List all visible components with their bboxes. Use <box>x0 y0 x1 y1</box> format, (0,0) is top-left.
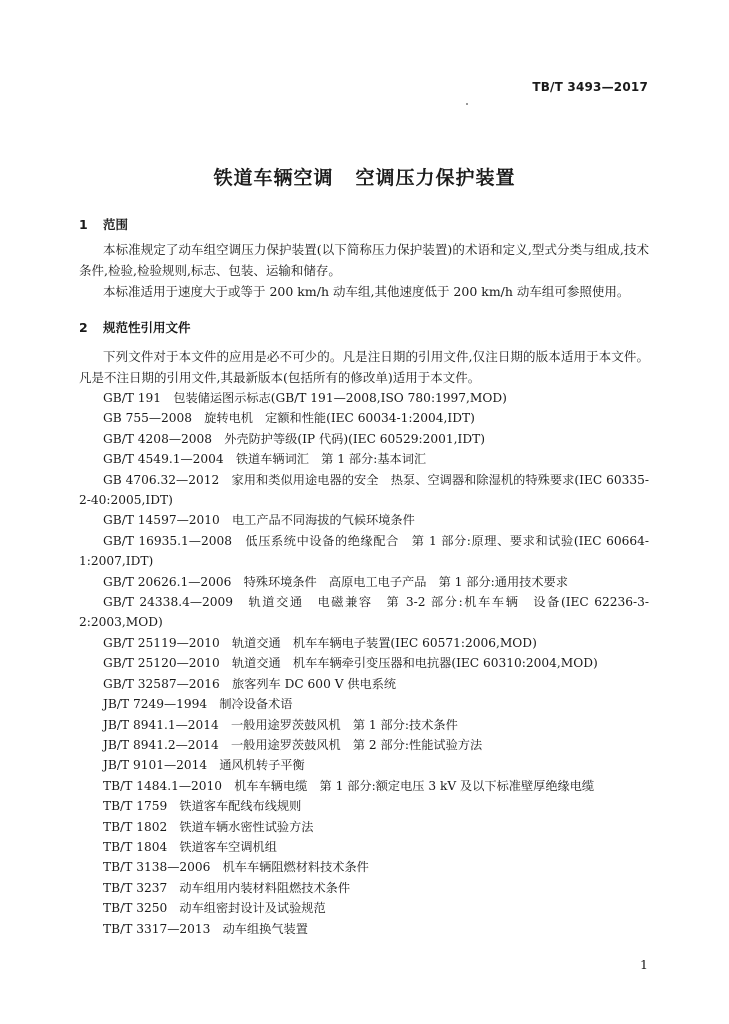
reference-item: TB/T 1484.1—2010 机车车辆电缆 第 1 部分:额定电压 3 kV 及以下标准壁厚绝缘电缆 <box>103 778 595 793</box>
reference-item: GB/T 25119—2010 轨道交通 机车车辆电子装置(IEC 60571:2006,MOD) <box>103 635 537 650</box>
section-1-body <box>79 239 649 302</box>
section-2-number: 2 <box>79 320 88 335</box>
reference-item: GB/T 32587—2016 旅客列车 DC 600 V 供电系统 <box>103 676 397 691</box>
reference-item: GB/T 25120—2010 轨道交通 机车车辆牵引变压器和电抗器(IEC 60310:2004,MOD) <box>103 656 598 671</box>
reference-item: TB/T 3250 动车组密封设计及试验规范 <box>103 901 326 916</box>
reference-item: GB/T 191 包装储运图示标志(GB/T 191—2008,ISO 780:1997,MOD) <box>103 391 507 405</box>
section-2-body <box>79 346 649 388</box>
reference-item: TB/T 3237 动车组用内装材料阻燃技术条件 <box>103 880 351 895</box>
reference-item: GB 4706.32—2012 家用和类似用途电器的安全 热泵、空调器和除湿机的特殊要求(IEC 60335-2-40:2005,IDT) <box>79 472 649 508</box>
reference-item: GB/T 24338.4—2009 轨道交通 电磁兼容 第 3-2 部分:机车车辆 设备(IEC 62236-3-2:2003,MOD) <box>79 595 649 630</box>
section-1-heading <box>79 215 128 233</box>
section-2-title: 规范性引用文件 <box>103 320 191 335</box>
title-part-1: 铁道车辆空调 <box>213 167 334 189</box>
reference-item: TB/T 1804 铁道客车空调机组 <box>103 839 277 854</box>
reference-item: GB/T 4549.1—2004 铁道车辆词汇 第 1 部分:基本词汇 <box>103 452 427 467</box>
reference-item: JB/T 7249—1994 制冷设备术语 <box>103 697 293 712</box>
reference-item: TB/T 3138—2006 机车车辆阻燃材料技术条件 <box>103 860 369 875</box>
document-title <box>0 163 729 190</box>
reference-item: JB/T 8941.1—2014 一般用途罗茨鼓风机 第 1 部分:技术条件 <box>103 717 458 732</box>
reference-item: TB/T 1759 铁道客车配线布线规则 <box>103 799 302 814</box>
reference-item: JB/T 8941.2—2014 一般用途罗茨鼓风机 第 2 部分:性能试验方法 <box>103 737 483 752</box>
reference-item: GB 755—2008 旋转电机 定额和性能(IEC 60034-1:2004,IDT) <box>103 411 475 426</box>
reference-item: GB/T 16935.1—2008 低压系统中设备的绝缘配合 第 1 部分:原理、要求和试验(IEC 60664-1:2007,IDT) <box>79 533 649 569</box>
reference-item: TB/T 1802 铁道车辆水密性试验方法 <box>103 819 314 834</box>
scan-speck <box>466 103 468 105</box>
reference-item: GB/T 20626.1—2006 特殊环境条件 高原电工电子产品 第 1 部分:通用技术要求 <box>103 574 568 589</box>
reference-item: JB/T 9101—2014 通风机转子平衡 <box>103 758 305 773</box>
page-number: 1 <box>640 957 648 972</box>
section-1-paragraph-2: 本标准适用于速度大于或等于 200 km/h 动车组,其他速度低于 200 km/h 动车组可参照使用。 <box>103 284 630 299</box>
section-2-heading <box>79 318 191 336</box>
title-part-2: 空调压力保护装置 <box>355 167 516 189</box>
section-2-paragraph-1: 下列文件对于本文件的应用是必不可少的。凡是注日期的引用文件,仅注日期的版本适用于本文件。凡是不注日期的引用文件,其最新版本(包括所有的修改单)适用于本文件。 <box>79 349 649 385</box>
reference-item: GB/T 4208—2008 外壳防护等级(IP 代码)(IEC 60529:2001,IDT) <box>103 431 486 446</box>
reference-item: GB/T 14597—2010 电工产品不同海拔的气候环境条件 <box>103 513 415 528</box>
reference-item: TB/T 3317—2013 动车组换气装置 <box>103 921 308 936</box>
section-1-number: 1 <box>79 217 88 232</box>
normative-reference-list <box>79 388 649 939</box>
section-1-title: 范围 <box>103 217 129 232</box>
section-1-paragraph-1: 本标准规定了动车组空调压力保护装置(以下简称压力保护装置)的术语和定义,型式分类与组成,技术条件,检验,检验规则,标志、包装、运输和储存。 <box>79 242 649 278</box>
document-code: TB/T 3493—2017 <box>532 80 648 94</box>
